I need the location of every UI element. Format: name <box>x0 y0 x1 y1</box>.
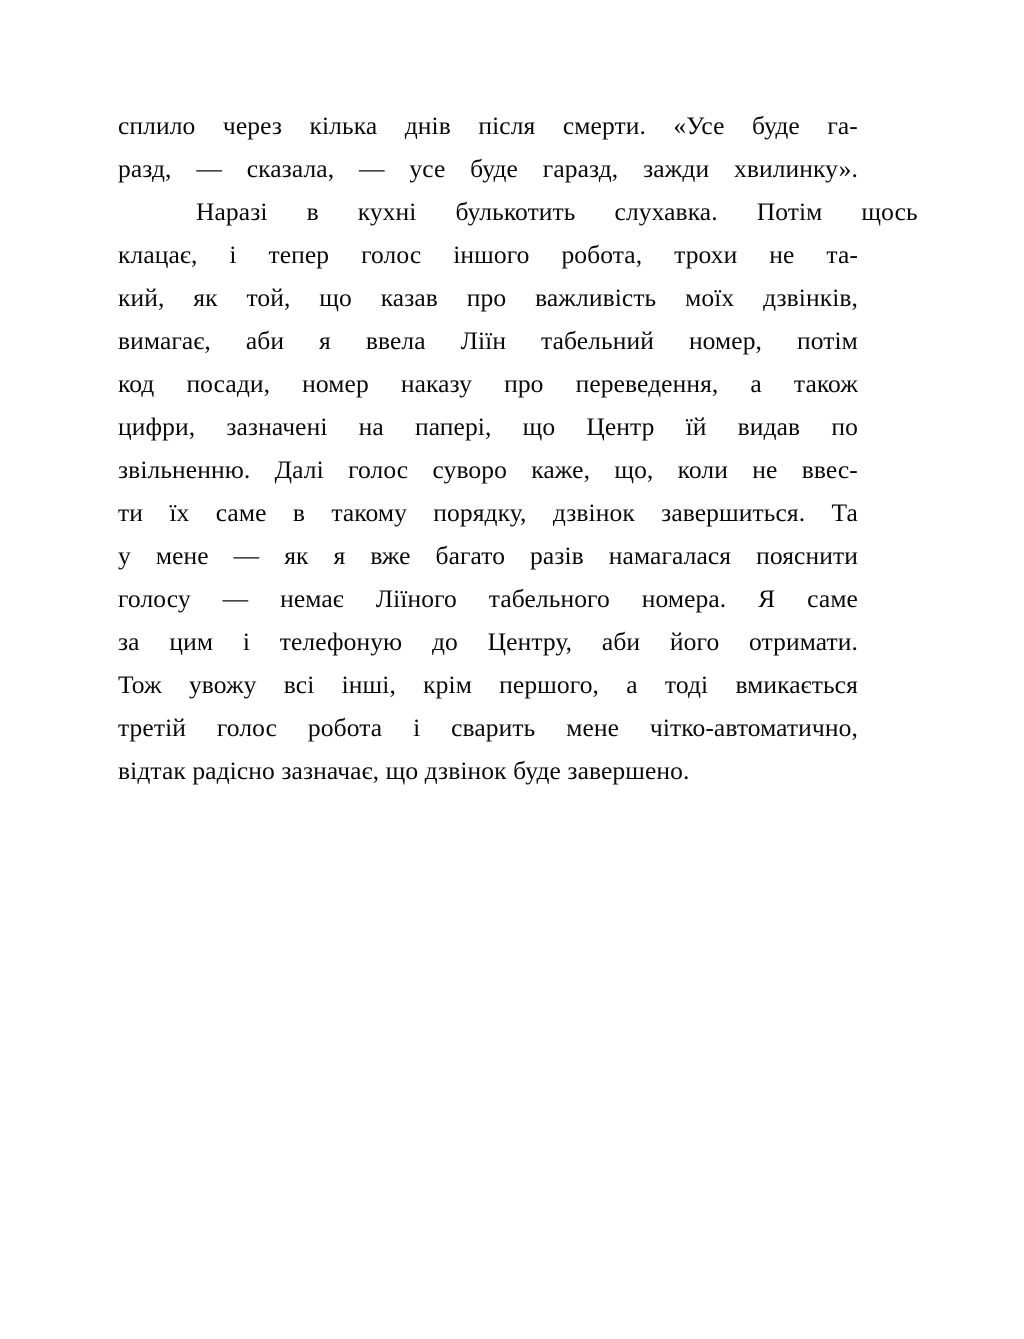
text-word: кілька <box>309 111 378 140</box>
text-word: намагалася <box>608 541 732 570</box>
text-word: разд, <box>118 154 172 183</box>
text-word: по <box>831 412 858 441</box>
text-word: буде <box>752 111 800 140</box>
text-word: «Усе <box>673 111 725 140</box>
text-word: аби <box>601 627 641 656</box>
text-word: папері, <box>414 412 492 441</box>
text-line <box>118 663 858 706</box>
text-word: Наразі <box>196 197 268 226</box>
text-word: після <box>478 111 536 140</box>
text-word: його <box>669 627 720 656</box>
text-word: переведення, <box>575 369 719 398</box>
text-word: немає <box>280 584 344 613</box>
text-word: каже, <box>531 455 591 484</box>
text-word: наказу <box>400 369 473 398</box>
text-word: на <box>358 412 384 441</box>
text-word: буде <box>470 154 518 183</box>
text-word: ввела <box>365 326 426 355</box>
text-word: кухні <box>357 197 417 226</box>
text-word: пояснити <box>756 541 858 570</box>
text-word: про <box>504 369 544 398</box>
text-word: третій <box>118 713 186 742</box>
text-word: вимагає, <box>118 326 211 355</box>
text-word: Тож <box>118 670 162 699</box>
text-line <box>118 362 858 405</box>
text-word: — <box>222 584 249 613</box>
text-word: слухавка. <box>614 197 718 226</box>
text-word: сплило <box>118 111 196 140</box>
page-text-body <box>118 104 918 792</box>
text-word: голос <box>216 713 278 742</box>
text-word: дзвінків, <box>763 283 858 312</box>
text-word: як <box>284 541 309 570</box>
text-word: як <box>193 283 218 312</box>
text-word: багато <box>435 541 506 570</box>
text-word: голосу <box>118 584 191 613</box>
text-word: вмикається <box>735 670 858 699</box>
text-word: щось <box>861 197 918 226</box>
text-line <box>118 405 858 448</box>
text-word: суворо <box>432 455 507 484</box>
text-word: хвилинку». <box>733 154 858 183</box>
text-word: номер, <box>688 326 763 355</box>
text-word: їх <box>169 498 190 527</box>
text-word: увожу <box>188 670 257 699</box>
text-word: і <box>413 713 421 742</box>
text-word: коли <box>677 455 728 484</box>
text-word: інші, <box>341 670 396 699</box>
text-word: я <box>319 326 331 355</box>
text-word: всі <box>283 670 315 699</box>
text-word: дзвінок <box>552 498 635 527</box>
text-word: в <box>292 498 305 527</box>
text-word: потім <box>796 326 858 355</box>
text-word: отримати. <box>749 627 858 656</box>
text-line <box>118 190 918 233</box>
text-word: зажди <box>643 154 710 183</box>
text-word: клацає, <box>118 240 198 269</box>
text-word: голос <box>361 240 422 269</box>
text-word: мене <box>155 541 209 570</box>
text-word: моїх <box>685 283 735 312</box>
text-word: той, <box>246 283 291 312</box>
text-word: днів <box>404 111 451 140</box>
text-word: сказала, <box>246 154 335 183</box>
text-word: цифри, <box>118 412 196 441</box>
text-word: такому <box>331 498 407 527</box>
text-word: га- <box>827 111 858 140</box>
text-word: також <box>793 369 858 398</box>
text-word: вже <box>370 541 411 570</box>
text-line <box>118 448 858 491</box>
text-word: сварить <box>451 713 536 742</box>
text-word: разів <box>530 541 584 570</box>
text-word: посади, <box>186 369 271 398</box>
text-line <box>118 706 858 749</box>
text-word: що <box>319 283 352 312</box>
text-word: тепер <box>268 240 330 269</box>
text-word: звільненню. <box>118 455 251 484</box>
text-word: про <box>466 283 507 312</box>
text-word: Центру, <box>487 627 573 656</box>
text-word: Центр <box>586 412 655 441</box>
text-word: Далі <box>274 455 324 484</box>
text-word: що, <box>614 455 654 484</box>
text-word: зазначені <box>226 412 328 441</box>
text-line <box>118 577 858 620</box>
text-word: цим <box>169 627 214 656</box>
text-word: важливість <box>535 283 657 312</box>
text-word: і <box>229 240 237 269</box>
text-word: робота <box>307 713 383 742</box>
text-word: — <box>196 154 222 183</box>
text-word: телефоную <box>279 627 403 656</box>
text-word: а <box>626 670 638 699</box>
text-word: в <box>306 197 319 226</box>
text-line <box>118 233 858 276</box>
text-word: у <box>118 541 131 570</box>
text-word: табельного <box>488 584 610 613</box>
text-word: кий, <box>118 283 165 312</box>
text-word: Потім <box>756 197 823 226</box>
text-word: що <box>522 412 556 441</box>
text-word: Я <box>758 584 776 613</box>
text-word: Ліїн <box>460 326 507 355</box>
text-line <box>118 620 858 663</box>
text-line <box>118 319 858 362</box>
text-word: саме <box>807 584 858 613</box>
text-word: усе <box>409 154 446 183</box>
text-line <box>118 534 858 577</box>
text-word: саме <box>215 498 267 527</box>
text-word: Та <box>831 498 858 527</box>
text-word: першого, <box>499 670 600 699</box>
text-word: а <box>750 369 762 398</box>
text-word: голос <box>348 455 409 484</box>
text-word: номера. <box>641 584 727 613</box>
text-line: відтак радісно зазначає, що дзвінок буде завершено. <box>118 756 690 785</box>
text-line <box>118 147 858 190</box>
text-line <box>118 104 858 147</box>
text-word: не <box>769 240 795 269</box>
text-word: за <box>118 627 140 656</box>
text-word: Ліїного <box>375 584 457 613</box>
text-word: я <box>333 541 346 570</box>
text-word: завершиться. <box>661 498 806 527</box>
text-word: іншого <box>453 240 530 269</box>
text-word: не <box>752 455 778 484</box>
text-line <box>118 491 858 534</box>
text-word: крім <box>423 670 472 699</box>
text-word: робота, <box>561 240 643 269</box>
text-word: порядку, <box>433 498 527 527</box>
text-word: і <box>242 627 251 656</box>
text-word: видав <box>737 412 801 441</box>
text-word: через <box>222 111 283 140</box>
text-word: код <box>118 369 155 398</box>
text-word: булькотить <box>455 197 576 226</box>
text-word: чітко-автоматично, <box>649 713 858 742</box>
text-word: мене <box>566 713 620 742</box>
text-word: та- <box>826 240 858 269</box>
text-word: їй <box>685 412 707 441</box>
text-word: номер <box>302 369 369 398</box>
text-word: ти <box>118 498 143 527</box>
text-line <box>118 276 858 319</box>
text-word: — <box>358 154 385 183</box>
text-word: казав <box>380 283 438 312</box>
text-word: гаразд, <box>542 154 619 183</box>
text-word: табельний <box>541 326 654 355</box>
text-word: аби <box>245 326 285 355</box>
text-word: ввес- <box>801 455 858 484</box>
text-word: — <box>233 541 260 570</box>
text-word: трохи <box>674 240 738 269</box>
text-word: тоді <box>664 670 709 699</box>
text-word: смерти. <box>562 111 646 140</box>
text-word: до <box>431 627 458 656</box>
